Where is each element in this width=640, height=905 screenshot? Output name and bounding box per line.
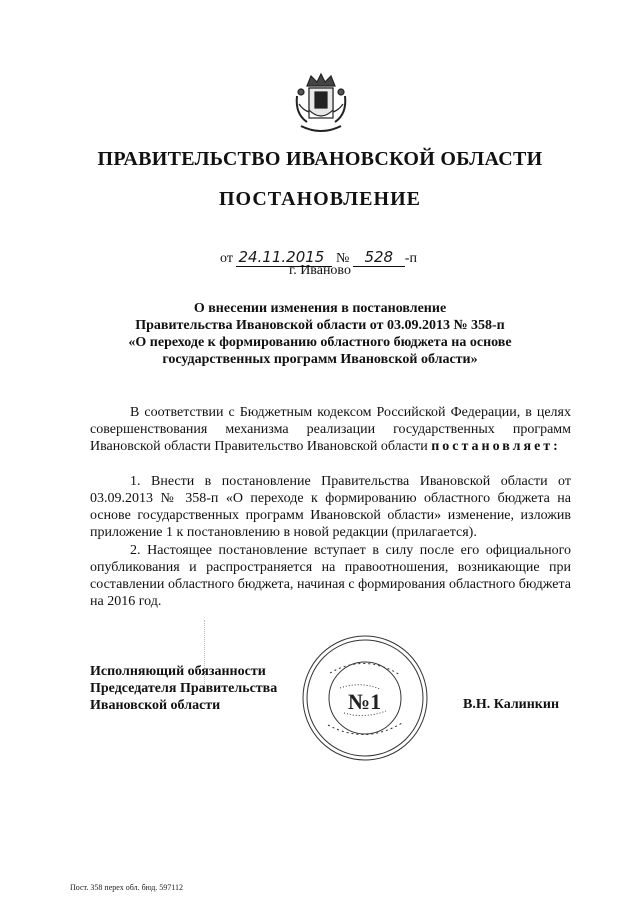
handwritten-date: 24.11.2015: [236, 248, 332, 267]
signer-position-line: Председателя Правительства: [90, 681, 278, 696]
signer-position-line: Исполняющий обязанности: [90, 664, 266, 679]
handwritten-number: 528: [353, 248, 405, 267]
signer-name: В.Н. Калинкин: [463, 697, 560, 712]
subject-line: Правительства Ивановской области от 03.09.2013 № 358-п: [135, 318, 505, 333]
item-2-paragraph: 2. Настоящее постановление вступает в силу после его официального опубликования и распространяется на правоотношения, возникающие при составлении областного бюджета, начиная с формирования областного бюджета на 2016 год.: [90, 543, 571, 609]
subject-line: О внесении изменения в постановление: [193, 301, 447, 316]
date-prefix: от: [220, 251, 233, 266]
city-label: г. Иваново: [289, 263, 351, 278]
signer-position: [90, 663, 277, 714]
stamp-number: №1: [348, 689, 382, 714]
official-stamp: [300, 633, 430, 763]
subject-line: «О переходе к формированию областного бюджета на основе: [128, 335, 512, 350]
subject-line: государственных программ Ивановской области»: [162, 352, 478, 367]
decree-word: постановляет:: [431, 439, 561, 454]
coat-of-arms-emblem: [293, 70, 349, 138]
footer-note: Пост. 358 перех обл. бюд. 597112: [70, 883, 183, 892]
item-1-paragraph: 1. Внести в постановление Правительства Ивановской области от 03.09.2013 № 358-п «О переходе к формированию областного бюджета на основе государственных программ Ивановской области» изменение, изложив приложение 1 к постановлению в новой редакции (прилагается).: [90, 474, 571, 540]
preamble-paragraph: [90, 404, 571, 455]
organization-title: ПРАВИТЕЛЬСТВО ИВАНОВСКОЙ ОБЛАСТИ: [97, 148, 543, 170]
number-suffix: -п: [404, 251, 417, 266]
number-prefix: №: [335, 251, 350, 266]
document-subject: [0, 300, 640, 368]
signer-position-line: Ивановской области: [90, 698, 221, 713]
document-type-title: ПОСТАНОВЛЕНИЕ: [219, 188, 421, 210]
preamble-text: В соответствии с Бюджетным кодексом Российской Федерации, в целях совершенствования механизма реализации государственных программ Ивановской области Правительство Ивановской области: [90, 405, 571, 454]
